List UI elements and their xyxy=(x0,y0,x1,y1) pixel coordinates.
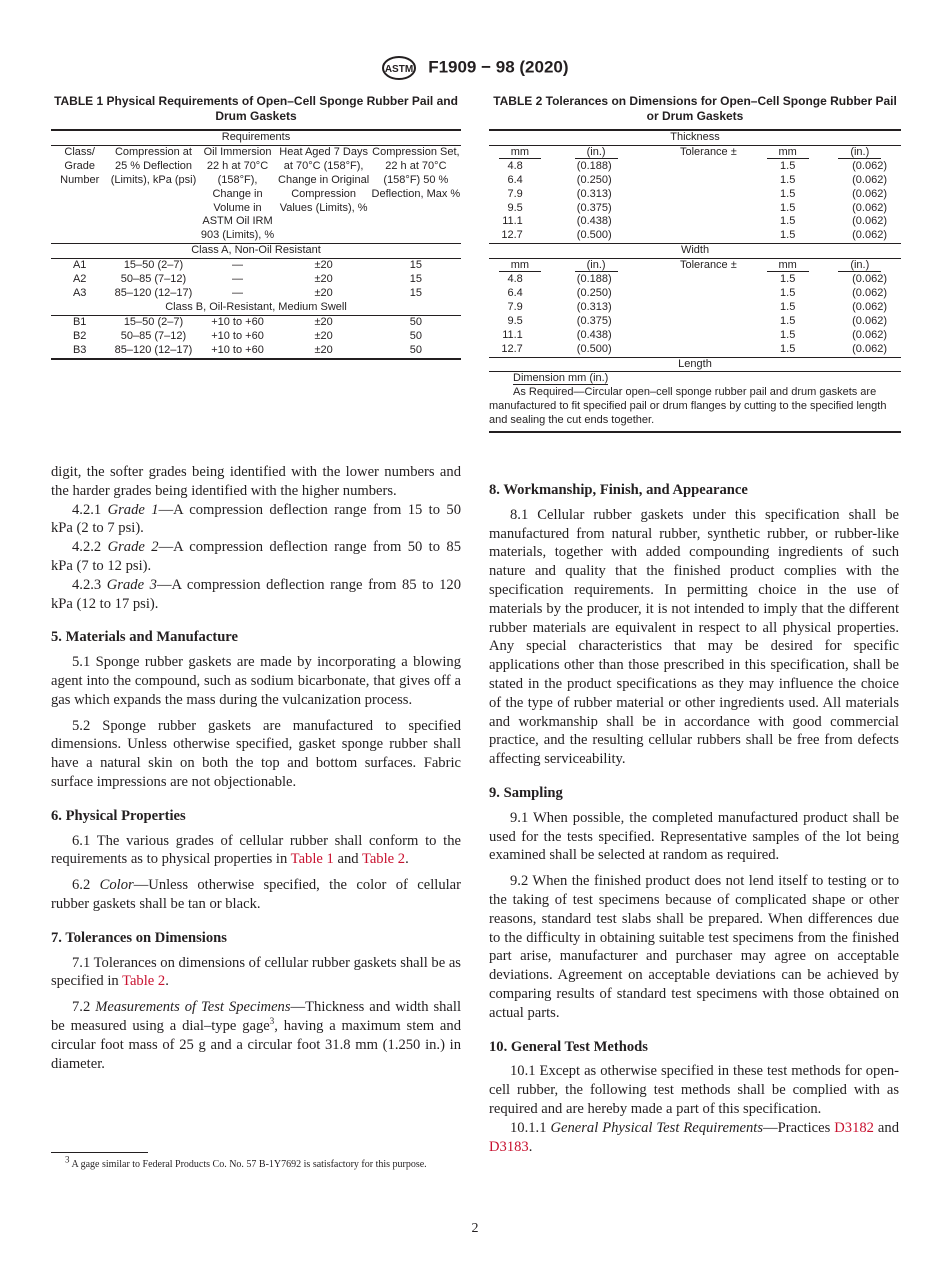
footnote-text: A gage similar to Federal Products Co. No. 57 B-1Y7692 is satisfactory for this purpose. xyxy=(69,1159,427,1170)
table-cell: 50–85 (7–12) xyxy=(120,329,187,342)
footnote xyxy=(51,1152,461,1173)
column-header xyxy=(489,259,551,273)
column-header-label: mm xyxy=(499,146,541,159)
table-cell: ±20 xyxy=(276,344,370,359)
table-cell: ±20 xyxy=(314,315,333,328)
table-cell: 15–50 (2–7) xyxy=(123,259,184,272)
mm-value: 12.7 xyxy=(489,229,551,243)
tolerance-inch: (0.062) xyxy=(852,187,887,200)
table-row xyxy=(51,259,461,273)
empty-cell xyxy=(641,343,756,357)
para-text: and xyxy=(873,1119,899,1136)
dimension-label: Dimension mm (in.) xyxy=(513,372,609,385)
column-header-label: (in.) xyxy=(575,259,618,272)
footnote-mark: 3 xyxy=(65,1154,70,1165)
tolerance-inch: (0.062) xyxy=(852,215,887,228)
table-2 xyxy=(489,94,901,433)
right-column xyxy=(489,466,899,1156)
table-cell: +10 to +60 xyxy=(211,329,264,342)
tolerance-inch: (0.062) xyxy=(819,343,901,357)
para-text: —Thickness and width shall be measured using a dial–type gage xyxy=(51,999,462,1034)
para-number: 10.1.1 xyxy=(510,1119,551,1136)
table-row xyxy=(51,330,461,344)
table-row xyxy=(51,315,461,329)
paragraph-10-1: 10.1 Except as otherwise specified in these test methods for open-cell rubber, the following test methods shall be complied with as required and are hereby made a part of this specification. xyxy=(489,1063,899,1117)
inch-value: (0.438) xyxy=(576,215,612,228)
table-header-row xyxy=(489,259,901,273)
paragraph-9-1: 9.1 When possible, the completed manufactured product shall be used for the tests specified. Representative samples of the lot being examined shall be selected at random as required. xyxy=(489,809,899,864)
thickness-label: Thickness xyxy=(489,130,901,145)
para-number: 4.2.2 xyxy=(72,539,108,556)
paragraph-5-1: 5.1 Sponge rubber gaskets are made by incorporating a blowing agent into the compound, such as sodium bicarbonate, that gives off a gas which expands the mass during the vulcanization process. xyxy=(51,654,461,708)
column-header xyxy=(641,145,756,159)
table-cell: ±20 xyxy=(314,273,333,286)
table-1-title: TABLE 1 Physical Requirements of Open–Cell Sponge Rubber Pail and Drum Gaskets xyxy=(54,94,458,123)
tolerance-mm: 1.5 xyxy=(757,229,819,243)
inch-value: (0.250) xyxy=(576,173,612,186)
tolerance-mm: 1.5 xyxy=(780,286,796,299)
table-cell: B2 xyxy=(72,329,87,342)
length-note: As Required—Circular open–cell sponge rubber pail and drum gaskets are manufactured to fit specified pail or drum flanges by cutting to the specified length and sealing the cut ends together. xyxy=(489,386,901,432)
inch-value: (0.375) xyxy=(576,314,612,327)
inch-value: (0.188) xyxy=(576,273,612,286)
empty-cell xyxy=(641,174,756,188)
table-row xyxy=(489,273,901,287)
mm-value: 4.8 xyxy=(507,273,523,286)
column-header xyxy=(757,145,819,159)
tolerance-inch: (0.062) xyxy=(819,229,901,243)
inch-value: (0.438) xyxy=(576,328,612,341)
empty-cell xyxy=(641,301,756,315)
table-row xyxy=(51,273,461,287)
section-row xyxy=(51,244,461,259)
tolerance-inch: (0.062) xyxy=(852,201,887,214)
section-label: Class B, Oil-Resistant, Medium Swell xyxy=(51,301,461,315)
dimension-row xyxy=(489,372,901,386)
link-table-2[interactable]: Table 2 xyxy=(122,973,166,990)
column-header-label: (in.) xyxy=(575,146,618,159)
table-cell: +10 to +60 xyxy=(199,344,277,359)
column-header xyxy=(551,259,642,273)
section-heading-9: 9. Sampling xyxy=(489,784,563,801)
mm-value: 7.9 xyxy=(507,187,523,200)
table-row xyxy=(489,215,901,229)
tolerance-mm: 1.5 xyxy=(780,300,796,313)
para-term: Grade 2 xyxy=(107,539,159,556)
section-heading-7: 7. Tolerances on Dimensions xyxy=(51,929,227,946)
para-term: General Physical Test Requirements xyxy=(550,1119,764,1136)
paragraph-4-2-1 xyxy=(51,501,461,539)
table-row xyxy=(489,329,901,343)
column-header: Class/ Grade Number xyxy=(51,145,108,243)
paragraph-9-2: 9.2 When the finished product does not lend itself to testing or to the taking of test specimens because of complicated shape or other reasons, standard test slabs shall be prepared. When differences due to the difficulty in obtaining suitable test specimens from the finished part arise, manufacturer and purchaser may agree on acceptable deviations. Agreement on acceptable deviations can be achieved by comparing results of standard test specimens with those obtained on actual parts. xyxy=(489,873,899,1021)
tolerance-mm: 1.5 xyxy=(780,173,796,186)
table-cell: 50 xyxy=(409,315,422,328)
mm-value: 9.5 xyxy=(507,314,523,327)
tolerance-mm: 1.5 xyxy=(780,273,796,286)
table-cell: ±20 xyxy=(314,286,333,299)
inch-value: (0.500) xyxy=(551,343,642,357)
inch-value: (0.250) xyxy=(576,286,612,299)
column-header xyxy=(819,145,901,159)
empty-cell xyxy=(641,229,756,243)
table-row xyxy=(51,287,461,301)
column-header xyxy=(551,145,642,159)
table-2-title: TABLE 2 Tolerances on Dimensions for Open–Cell Sponge Rubber Pail or Drum Gaskets xyxy=(493,94,897,123)
para-text: 7.1 Tolerances on dimensions of cellular rubber gaskets shall be as specified in xyxy=(51,954,461,990)
para-text: and xyxy=(333,851,362,868)
document-designation: F1909 − 98 (2020) xyxy=(428,57,569,77)
paragraph-7-1 xyxy=(51,954,461,992)
column-header-label: mm xyxy=(767,259,809,272)
table-cell: 50 xyxy=(409,329,422,342)
table-row xyxy=(51,344,461,359)
tolerance-mm: 1.5 xyxy=(780,187,796,200)
paragraph-8-1: 8.1 Cellular rubber gaskets under this specification shall be manufactured from natural rubber, synthetic rubber, or rubber-like materials, together with added compounding ingredients of such nature and quality that the finished product complies with the specification requirements. In permitting choice in the use of materials by the producer, it is not intended to imply that the different rubber materials are equivalent in respect to all physical properties. Any special characteristics that may be desired for specific applications other than those prescribed in this specification, shall be stated in the product specifications as they may influence the choice of the type of rubber material or other ingredients used. All materials and workmanship shall be in accordance with good commercial practice, and the resulting cellular rubbers shall be free from defects affecting serviceability. xyxy=(489,506,899,768)
column-header xyxy=(757,259,819,273)
para-text: , having a maximum stem and circular foot mass of 25 g and a circular foot 31.8 mm (1.250 in.) in diameter. xyxy=(51,1017,462,1072)
para-text: —A compression deflection range from 50 to 85 kPa (7 to 12 psi). xyxy=(51,539,461,574)
column-header: Oil Immersion 22 h at 70°C (158°F), Change in Volume in ASTM Oil IRM 903 (Limits), % xyxy=(199,145,277,243)
table-1 xyxy=(51,94,461,360)
page-header xyxy=(0,55,950,81)
tolerance-inch: (0.062) xyxy=(852,328,887,341)
para-text: —A compression deflection range from 85 to 120 kPa (12 to 17 psi). xyxy=(51,576,461,612)
table-row xyxy=(489,315,901,329)
tolerance-inch: (0.062) xyxy=(852,300,887,313)
tolerance-inch: (0.062) xyxy=(852,273,887,286)
para-term: Color xyxy=(99,877,134,894)
para-term: Measurements of Test Specimens xyxy=(95,999,291,1016)
table-header-row xyxy=(489,145,901,159)
length-label: Length xyxy=(489,357,901,372)
column-header: Compression at 25 % Deflection (Limits), kPa (psi) xyxy=(108,145,198,243)
link-d3182[interactable]: D3182 xyxy=(834,1119,874,1136)
para-text: —Practices xyxy=(763,1119,835,1136)
inch-value: (0.313) xyxy=(576,300,612,313)
table-row xyxy=(489,202,901,216)
table-cell: 50–85 (7–12) xyxy=(120,273,187,286)
column-header-label: mm xyxy=(767,146,809,159)
empty-cell xyxy=(641,215,756,229)
para-number: 4.2.3 xyxy=(72,576,107,593)
link-table-1[interactable]: Table 1 xyxy=(290,851,334,868)
section-heading-5: 5. Materials and Manufacture xyxy=(51,629,238,646)
tolerance-inch: (0.062) xyxy=(852,314,887,327)
inch-value: (0.188) xyxy=(576,159,612,172)
link-table-2[interactable]: Table 2 xyxy=(361,851,406,868)
para-text: . xyxy=(165,973,169,990)
section-heading-10: 10. General Test Methods xyxy=(489,1038,648,1055)
table-row xyxy=(489,188,901,202)
paragraph-5-2: 5.2 Sponge rubber gaskets are manufactured to specified dimensions. Unless otherwise specified, gasket sponge rubber shall have a natural skin on both the top and bottom surfaces. Fabric surface impressions are not objectionable. xyxy=(51,717,461,790)
empty-cell xyxy=(641,287,756,301)
tolerance-mm: 1.5 xyxy=(780,159,796,172)
table-cell: A2 xyxy=(72,273,87,286)
paragraph-4-2-3 xyxy=(51,576,461,614)
paragraph: digit, the softer grades being identified with the lower numbers and the harder grades being identified with the higher numbers. xyxy=(51,464,461,499)
table-row xyxy=(489,301,901,315)
column-header xyxy=(489,145,551,159)
note-row xyxy=(489,386,901,432)
inch-value: (0.313) xyxy=(576,187,612,200)
empty-cell xyxy=(641,188,756,202)
table-cell: ±20 xyxy=(314,259,333,272)
table-cell: ±20 xyxy=(314,329,333,342)
para-text: 6.1 The various grades of cellular rubber shall conform to the requirements as to physical properties in xyxy=(51,832,461,868)
column-header: Compression Set, 22 h at 70°C (158°F) 50 % Deflection, Max % xyxy=(371,145,461,243)
mm-value: 11.1 xyxy=(502,215,523,228)
column-header-label: mm xyxy=(499,259,541,272)
table-cell: — xyxy=(232,286,244,299)
tolerance-inch: (0.062) xyxy=(852,159,887,172)
column-header-label: (in.) xyxy=(838,146,881,159)
column-header-label: Tolerance ± xyxy=(679,145,737,158)
mm-value: 11.1 xyxy=(502,328,523,341)
para-number: 4.2.1 xyxy=(72,501,108,518)
inch-value: (0.500) xyxy=(551,229,642,243)
mm-value: 6.4 xyxy=(507,286,523,299)
table-row xyxy=(489,229,901,243)
mm-value: 6.4 xyxy=(507,173,523,186)
tolerance-mm: 1.5 xyxy=(780,314,796,327)
section-heading-6: 6. Physical Properties xyxy=(51,807,186,824)
paragraph-4-2-2 xyxy=(51,538,461,576)
paragraph-6-1 xyxy=(51,832,461,870)
mm-value: 9.5 xyxy=(507,201,523,214)
para-text: —Unless otherwise specified, the color of cellular rubber gaskets shall be tan or black. xyxy=(51,877,462,912)
link-d3183[interactable]: D3183 xyxy=(489,1138,529,1155)
empty-cell xyxy=(641,160,756,174)
table-cell: 85–120 (12–17) xyxy=(114,286,193,299)
mm-value: 4.8 xyxy=(507,159,523,172)
page-number: 2 xyxy=(471,1221,479,1236)
width-label-row xyxy=(489,244,901,259)
mm-value: 7.9 xyxy=(507,300,523,313)
left-column xyxy=(51,463,461,1073)
table-row xyxy=(489,160,901,174)
tolerance-mm: 1.5 xyxy=(780,215,796,228)
para-term: Grade 1 xyxy=(107,501,159,518)
column-header-label: (in.) xyxy=(838,259,881,272)
dimension-cell xyxy=(489,372,901,386)
tolerance-inch: (0.062) xyxy=(852,286,887,299)
table-cell: B1 xyxy=(72,315,87,328)
para-text: . xyxy=(405,851,409,868)
tolerance-mm: 1.5 xyxy=(780,328,796,341)
para-term: Grade 3 xyxy=(106,576,157,593)
mm-value: 12.7 xyxy=(489,343,551,357)
paragraph-7-2 xyxy=(51,998,461,1073)
paragraph-6-2 xyxy=(51,876,461,914)
thickness-label-row xyxy=(489,130,901,145)
inch-value: (0.375) xyxy=(576,201,612,214)
tolerance-inch: (0.062) xyxy=(852,173,887,186)
width-label: Width xyxy=(489,244,901,259)
table-row xyxy=(489,174,901,188)
section-heading-8: 8. Workmanship, Finish, and Appearance xyxy=(489,482,748,498)
tolerance-mm: 1.5 xyxy=(780,201,796,214)
tolerance-mm: 1.5 xyxy=(757,343,819,357)
table-cell: +10 to +60 xyxy=(211,315,264,328)
column-header xyxy=(641,259,756,273)
table-cell: 15 xyxy=(409,259,422,272)
table-cell: 15 xyxy=(409,273,422,286)
footnote-divider xyxy=(51,1152,148,1153)
table-row xyxy=(489,343,901,357)
column-header xyxy=(819,259,901,273)
table-cell: 15–50 (2–7) xyxy=(123,315,184,328)
empty-cell xyxy=(641,315,756,329)
table-row xyxy=(489,287,901,301)
table-cell: A3 xyxy=(72,286,87,299)
svg-text:ASTM: ASTM xyxy=(385,64,414,75)
table-cell: 85–120 (12–17) xyxy=(108,344,198,359)
empty-cell xyxy=(641,329,756,343)
table-group-header xyxy=(51,130,461,145)
footnote-ref[interactable]: 3 xyxy=(269,1016,275,1027)
para-number: 7.2 xyxy=(72,999,96,1016)
table-cell: — xyxy=(232,259,244,272)
column-header-label: Tolerance ± xyxy=(679,259,737,272)
para-text: . xyxy=(528,1138,533,1155)
group-header-cell: Requirements xyxy=(51,130,461,145)
para-number: 6.2 xyxy=(72,877,100,894)
column-header: Heat Aged 7 Days at 70°C (158°F), Change in Original Compression Values (Limits), % xyxy=(276,145,370,243)
table-cell: 50 xyxy=(371,344,461,359)
table-cell: A1 xyxy=(72,259,87,272)
table-cell: — xyxy=(232,273,244,286)
para-text: —A compression deflection range from 15 to 50 kPa (2 to 7 psi). xyxy=(51,501,461,537)
section-row xyxy=(51,301,461,315)
table-cell: B3 xyxy=(51,344,108,359)
table-header-row xyxy=(51,145,461,243)
astm-logo-icon xyxy=(381,55,417,81)
section-label: Class A, Non-Oil Resistant xyxy=(51,244,461,259)
empty-cell xyxy=(641,202,756,216)
table-cell: 15 xyxy=(409,286,422,299)
paragraph-10-1-1 xyxy=(489,1119,899,1157)
length-label-row xyxy=(489,357,901,372)
empty-cell xyxy=(641,273,756,287)
